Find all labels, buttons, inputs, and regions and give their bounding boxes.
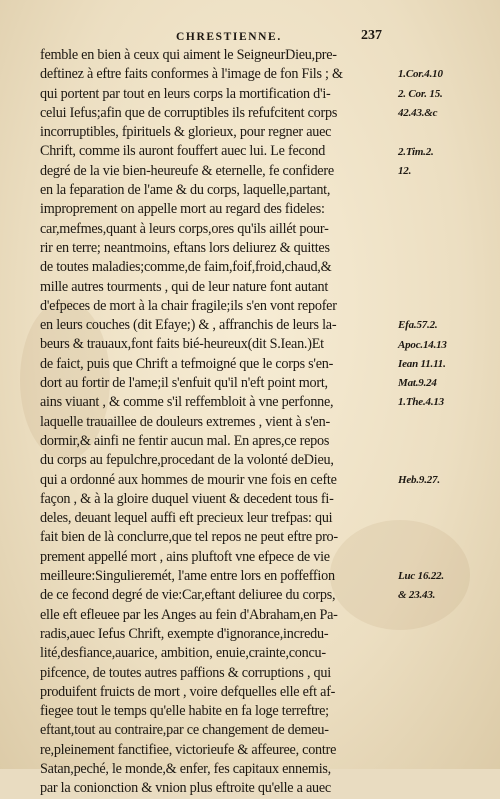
text-line: Satan,peché, le monde,& enfer, fes capitaux ennemis, bbox=[40, 760, 331, 777]
margin-note: & 23.43. bbox=[398, 589, 436, 602]
text-line: de faict, puis que Chrift a tefmoigné que le corps s'en- bbox=[40, 355, 334, 372]
margin-note: Apoc.14.13 bbox=[398, 338, 447, 351]
text-line: prement appellé mort , ains pluftoft vne efpece de vie bbox=[40, 548, 330, 565]
text-line: re,pleinement fanctifiee, victorieufe & affeuree, contre bbox=[40, 741, 337, 758]
text-line: degré de la vie bien-heureufe & eternelle, fe confidere bbox=[40, 162, 334, 179]
running-title: CHRESTIENNE. bbox=[176, 31, 282, 43]
text-line: car,mefmes,quant à leurs corps,ores qu'ils aillét pour- bbox=[40, 220, 329, 237]
text-line: par la conionction & vnion plus eftroite qu'elle a auec bbox=[40, 780, 331, 797]
margin-note: 1.Cor.4.10 bbox=[398, 68, 443, 81]
text-line: mille autres tourments , qui de leur nature font autant bbox=[40, 278, 329, 295]
text-line: radis,auec Iefus Chrift, exempte d'ignorance,incredu- bbox=[40, 625, 329, 642]
text-line: beurs & trauaux,font faits bié-heureux(dit S.Iean.)Et bbox=[40, 336, 324, 353]
text-line: eftant,tout au contraire,par ce changement de demeu- bbox=[40, 722, 329, 739]
text-line: incorruptibles, fpirituels & glorieux, pour regner auec bbox=[40, 124, 332, 141]
text-line: de ce fecond degré de vie:Car,eftant deliuree du corps, bbox=[40, 587, 336, 604]
page-header bbox=[0, 20, 500, 43]
text-line: lité,desfiance,auarice, ambition, enuie,crainte,concu- bbox=[40, 645, 326, 662]
text-line: improprement on appelle mort au regard des fideles: bbox=[40, 201, 325, 218]
text-line: en leurs couches (dit Efaye;) & , affranchis de leurs la- bbox=[40, 317, 337, 334]
text-line: femble en bien à ceux qui aiment le SeigneurDieu,pre- bbox=[40, 47, 337, 63]
margin-note: Luc 16.22. bbox=[398, 570, 444, 583]
text-line: qui portent par tout en leurs corps la mortification d'i- bbox=[40, 85, 331, 102]
text-line: fait bien de là conclurre,que tel repos ne peut eftre pro- bbox=[40, 529, 338, 546]
margin-note: 2. Cor. 15. bbox=[398, 87, 443, 100]
text-line: rir en terre; neantmoins, eftans lors deliurez & quittes bbox=[40, 239, 330, 256]
text-line: meilleure:Singulieremét, l'ame entre lors en poffeffion bbox=[40, 568, 335, 585]
text-line: d'efpeces de mort à la chair fragile;ils s'en vont repofer bbox=[40, 297, 337, 314]
text-line: du corps au fepulchre,procedant de la volonté deDieu, bbox=[40, 452, 334, 469]
text-line: deles, deuant lequel auffi eft precieux leur trefpas: qui bbox=[40, 510, 333, 527]
text-line: deftinez à eftre faits conformes à l'image de fon Fils ; & bbox=[40, 66, 343, 83]
margin-note: 1.The.4.13 bbox=[398, 396, 444, 409]
margin-note: Iean 11.11. bbox=[398, 357, 446, 370]
text-line: Chrift, comme ils auront fouffert auec lui. Le fecond bbox=[40, 143, 326, 160]
page-number: 237 bbox=[361, 28, 382, 43]
text-line: en la feparation de l'ame & du corps, laquelle,partant, bbox=[40, 182, 331, 199]
margin-note: 12. bbox=[398, 164, 412, 177]
text-line: pifcence, de toutes autres paffions & corruptions , qui bbox=[40, 664, 331, 681]
text-line: qui a ordonné aux hommes de mourir vne fois en cefte bbox=[40, 471, 337, 488]
text-line: ains viuant , & comme s'il reffembloit à vne perfonne, bbox=[40, 394, 334, 411]
text-line: elle eft efleuee par les Anges au fein d'Abraham,en Pa- bbox=[40, 606, 338, 623]
margin-note: 42.43.&c bbox=[398, 106, 438, 119]
text-line: celui Iefus;afin que de corruptibles ils refufcitent corps bbox=[40, 104, 338, 121]
text-line: dort au fortir de l'ame;il s'enfuit qu'il n'eft point mort, bbox=[40, 375, 328, 392]
body-text bbox=[40, 46, 400, 799]
text-line: de toutes maladies;comme,de faim,foif,froid,chaud,& bbox=[40, 259, 332, 276]
text-line: produifent fruicts de mort , voire defquelles elle eft af- bbox=[40, 683, 336, 700]
text-line: fiegee tout le temps qu'elle habite en fa loge terreftre; bbox=[40, 703, 329, 720]
margin-note: 2.Tim.2. bbox=[398, 145, 434, 158]
text-line: dormir,& ainfi ne fentir aucun mal. En apres,ce repos bbox=[40, 432, 330, 449]
text-line: laquelle trauaillee de douleurs extremes , vient à s'en- bbox=[40, 413, 330, 430]
margin-note: Mat.9.24 bbox=[398, 377, 437, 390]
text-line: façon , & à la gloire duquel viuent & decedent tous fi- bbox=[40, 490, 334, 507]
margin-note: Heb.9.27. bbox=[398, 473, 440, 486]
margin-note: Efa.57.2. bbox=[398, 319, 438, 332]
